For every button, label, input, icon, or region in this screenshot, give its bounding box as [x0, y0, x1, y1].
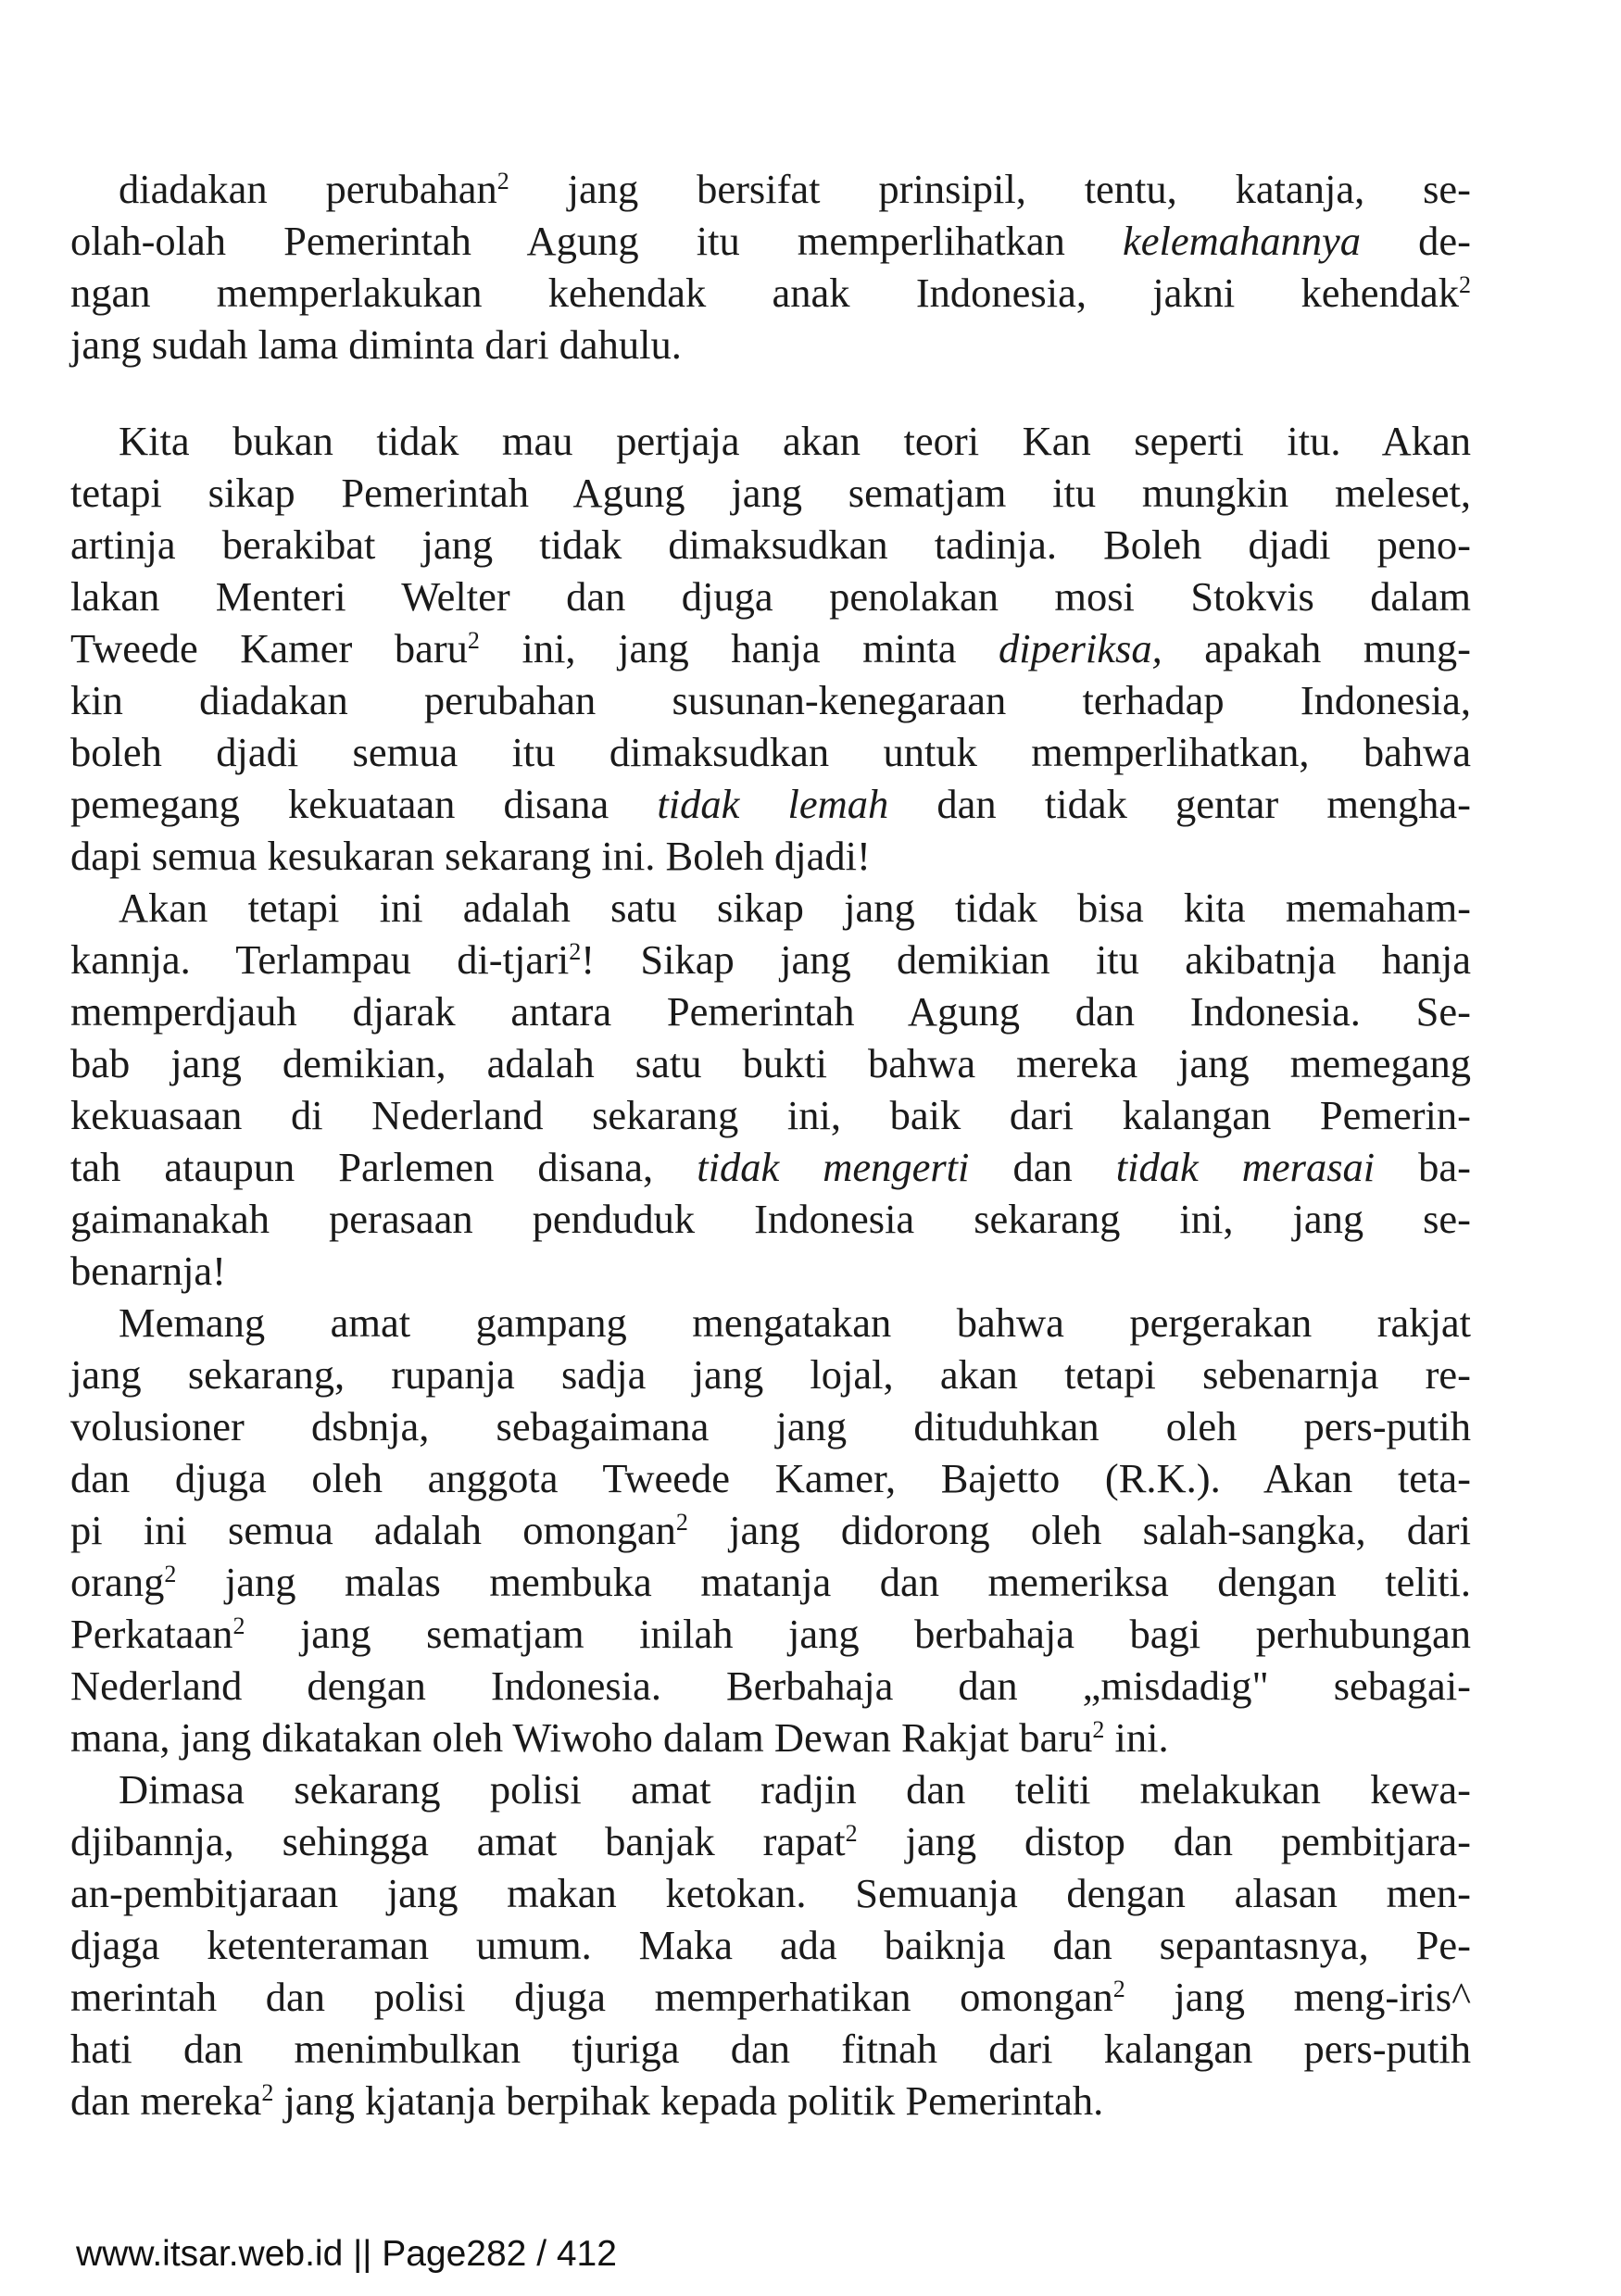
text-run: jang malas membuka matanja dan memeriksa dengan teliti. [176, 1559, 1471, 1605]
text-line [70, 1867, 1471, 1919]
text-run: memperdjauh djarak antara Pemerintah Agung dan Indonesia. Se- [70, 988, 1471, 1035]
text-run: volusioner dsbnja, sebagaimana jang dituduhkan oleh pers-putih [70, 1403, 1471, 1449]
text-run: jang sekarang, rupanja sadja jang lojal, akan tetapi sebenarnja re- [70, 1351, 1471, 1398]
text-run: apakah mung- [1162, 625, 1471, 671]
text-run: djibannja, sehingga amat banjak rapat [70, 1818, 846, 1864]
text-line [70, 1556, 1471, 1608]
paragraph [70, 1297, 1471, 1763]
paragraph [70, 415, 1471, 882]
italic-text: kelemahannya [1123, 218, 1362, 264]
text-run: dan djuga oleh anggota Tweede Kamer, Bajetto (R.K.). Akan teta- [70, 1455, 1471, 1501]
text-line [70, 1712, 1471, 1763]
text-run: Memang amat gampang mengatakan bahwa pergerakan rakjat [119, 1299, 1471, 1346]
text-line [70, 519, 1471, 571]
text-run: dan mereka [70, 2077, 262, 2124]
text-run: jang sudah lama diminta dari dahulu. [70, 321, 682, 368]
text-run: dan tidak gentar mengha- [888, 781, 1471, 827]
text-line [70, 1763, 1471, 1815]
text-run: tah ataupun Parlemen disana, [70, 1144, 697, 1190]
text-line [70, 1400, 1471, 1452]
text-run: mana, jang dikatakan oleh Wiwoho dalam Dewan Rakjat baru [70, 1714, 1093, 1761]
text-line [70, 674, 1471, 726]
text-line [70, 1660, 1471, 1712]
text-run: jang didorong oleh salah-sangka, dari [687, 1507, 1471, 1553]
text-line [70, 622, 1471, 674]
text-line [70, 1089, 1471, 1141]
repetition-mark: 2 [675, 1509, 688, 1536]
text-line [70, 2023, 1471, 2075]
repetition-mark: 2 [232, 1612, 245, 1639]
text-run: an-pembitjaraan jang makan ketokan. Semuanja dengan alasan men- [70, 1870, 1471, 1916]
text-run: jang meng-iris^ [1125, 1974, 1471, 2020]
text-line [70, 778, 1471, 830]
repetition-mark: 2 [845, 1820, 858, 1847]
text-line [70, 467, 1471, 519]
paragraph [70, 163, 1471, 370]
text-run: lakan Menteri Welter dan djuga penolakan mosi Stokvis dalam [70, 573, 1471, 620]
text-line [70, 163, 1471, 215]
text-run: gaimanakah perasaan penduduk Indonesia sekarang ini, jang se- [70, 1196, 1471, 1242]
text-run: Kita bukan tidak mau pertjaja akan teori Kan seperti itu. Akan [119, 418, 1471, 464]
text-run: merintah dan polisi djuga memperhatikan omongan [70, 1974, 1113, 2020]
paragraph [70, 1763, 1471, 2127]
text-run: ini, jang hanja minta [479, 625, 999, 671]
repetition-mark: 2 [1092, 1716, 1105, 1743]
repetition-mark: 2 [1459, 271, 1471, 298]
text-line [70, 1815, 1471, 1867]
text-run: jang bersifat prinsipil, tentu, katanja, se- [509, 166, 1471, 212]
text-line [70, 571, 1471, 622]
repetition-mark: 2 [1112, 1976, 1125, 2002]
text-run: pemegang kekuataan disana [70, 781, 658, 827]
page-footer: www.itsar.web.id || Page282 / 412 [76, 2234, 617, 2274]
text-line [70, 415, 1471, 467]
text-run: ba- [1375, 1144, 1471, 1190]
repetition-mark: 2 [569, 938, 582, 965]
text-line [70, 1971, 1471, 2023]
text-run: jang distop dan pembitjara- [857, 1818, 1471, 1864]
text-run: pi ini semua adalah omongan [70, 1507, 676, 1553]
paragraph [70, 882, 1471, 1297]
repetition-mark: 2 [467, 627, 480, 654]
text-line [70, 319, 1471, 370]
text-line [70, 1919, 1471, 1971]
text-line [70, 215, 1471, 267]
text-run: benarnja! [70, 1248, 227, 1294]
repetition-mark: 2 [164, 1561, 177, 1587]
repetition-mark: 2 [496, 168, 509, 194]
italic-text: tidak mengerti [697, 1144, 970, 1190]
text-line [70, 1608, 1471, 1660]
text-run: ngan memperlakukan kehendak anak Indonesia, jakni kehendak [70, 270, 1459, 316]
text-run: orang [70, 1559, 165, 1605]
text-line [70, 267, 1471, 319]
italic-text: diperiksa, [999, 625, 1162, 671]
text-line [70, 2075, 1471, 2127]
text-run: hati dan menimbulkan tjuriga dan fitnah dari kalangan pers-putih [70, 2026, 1471, 2072]
text-line [70, 934, 1471, 985]
text-line [70, 1349, 1471, 1400]
text-line [70, 882, 1471, 934]
text-run: djaga ketenteraman umum. Maka ada baiknja dan sepantasnya, Pe- [70, 1922, 1471, 1968]
text-run: Akan tetapi ini adalah satu sikap jang tidak bisa kita memaham- [119, 885, 1471, 931]
text-run: Dimasa sekarang polisi amat radjin dan teliti melakukan kewa- [119, 1766, 1471, 1813]
text-run: kannja. Terlampau di-tjari [70, 936, 570, 983]
text-run: kekuasaan di Nederland sekarang ini, baik dari kalangan Pemerin- [70, 1092, 1471, 1138]
text-run: jang sematjam inilah jang berbahaja bagi perhubungan [245, 1611, 1471, 1657]
text-run: boleh djadi semua itu dimaksudkan untuk memperlihatkan, bahwa [70, 729, 1471, 775]
text-run: artinja berakibat jang tidak dimaksudkan tadinja. Boleh djadi peno- [70, 521, 1471, 568]
text-run: jang kjatanja berpihak kepada politik Pemerintah. [273, 2077, 1104, 2124]
text-line [70, 1141, 1471, 1193]
text-line [70, 1504, 1471, 1556]
text-run: tetapi sikap Pemerintah Agung jang sematjam itu mungkin meleset, [70, 470, 1471, 516]
text-line [70, 830, 1471, 882]
text-line [70, 1245, 1471, 1297]
italic-text: tidak merasai [1115, 1144, 1376, 1190]
italic-text: tidak lemah [657, 781, 889, 827]
repetition-mark: 2 [261, 2079, 274, 2106]
text-line [70, 1193, 1471, 1245]
page-body [70, 163, 1471, 2127]
text-line [70, 985, 1471, 1037]
text-run: diadakan perubahan [119, 166, 497, 212]
text-run: ! Sikap jang demikian itu akibatnja hanja [581, 936, 1472, 983]
text-line [70, 1037, 1471, 1089]
text-line [70, 726, 1471, 778]
text-line [70, 1297, 1471, 1349]
text-run: ini. [1104, 1714, 1169, 1761]
text-run: olah-olah Pemerintah Agung itu memperlihatkan [70, 218, 1124, 264]
text-run: Tweede Kamer baru [70, 625, 468, 671]
text-line [70, 1452, 1471, 1504]
text-run: de- [1361, 218, 1471, 264]
paragraph-gap [70, 370, 1471, 415]
text-run: dan [969, 1144, 1116, 1190]
text-run: Nederland dengan Indonesia. Berbahaja dan „misdadig" sebagai- [70, 1662, 1471, 1709]
text-run: dapi semua kesukaran sekarang ini. Boleh djadi! [70, 833, 871, 879]
text-run: Perkataan [70, 1611, 233, 1657]
text-run: kin diadakan perubahan susunan-kenegaraan terhadap Indonesia, [70, 677, 1471, 723]
text-run: bab jang demikian, adalah satu bukti bahwa mereka jang memegang [70, 1040, 1471, 1086]
